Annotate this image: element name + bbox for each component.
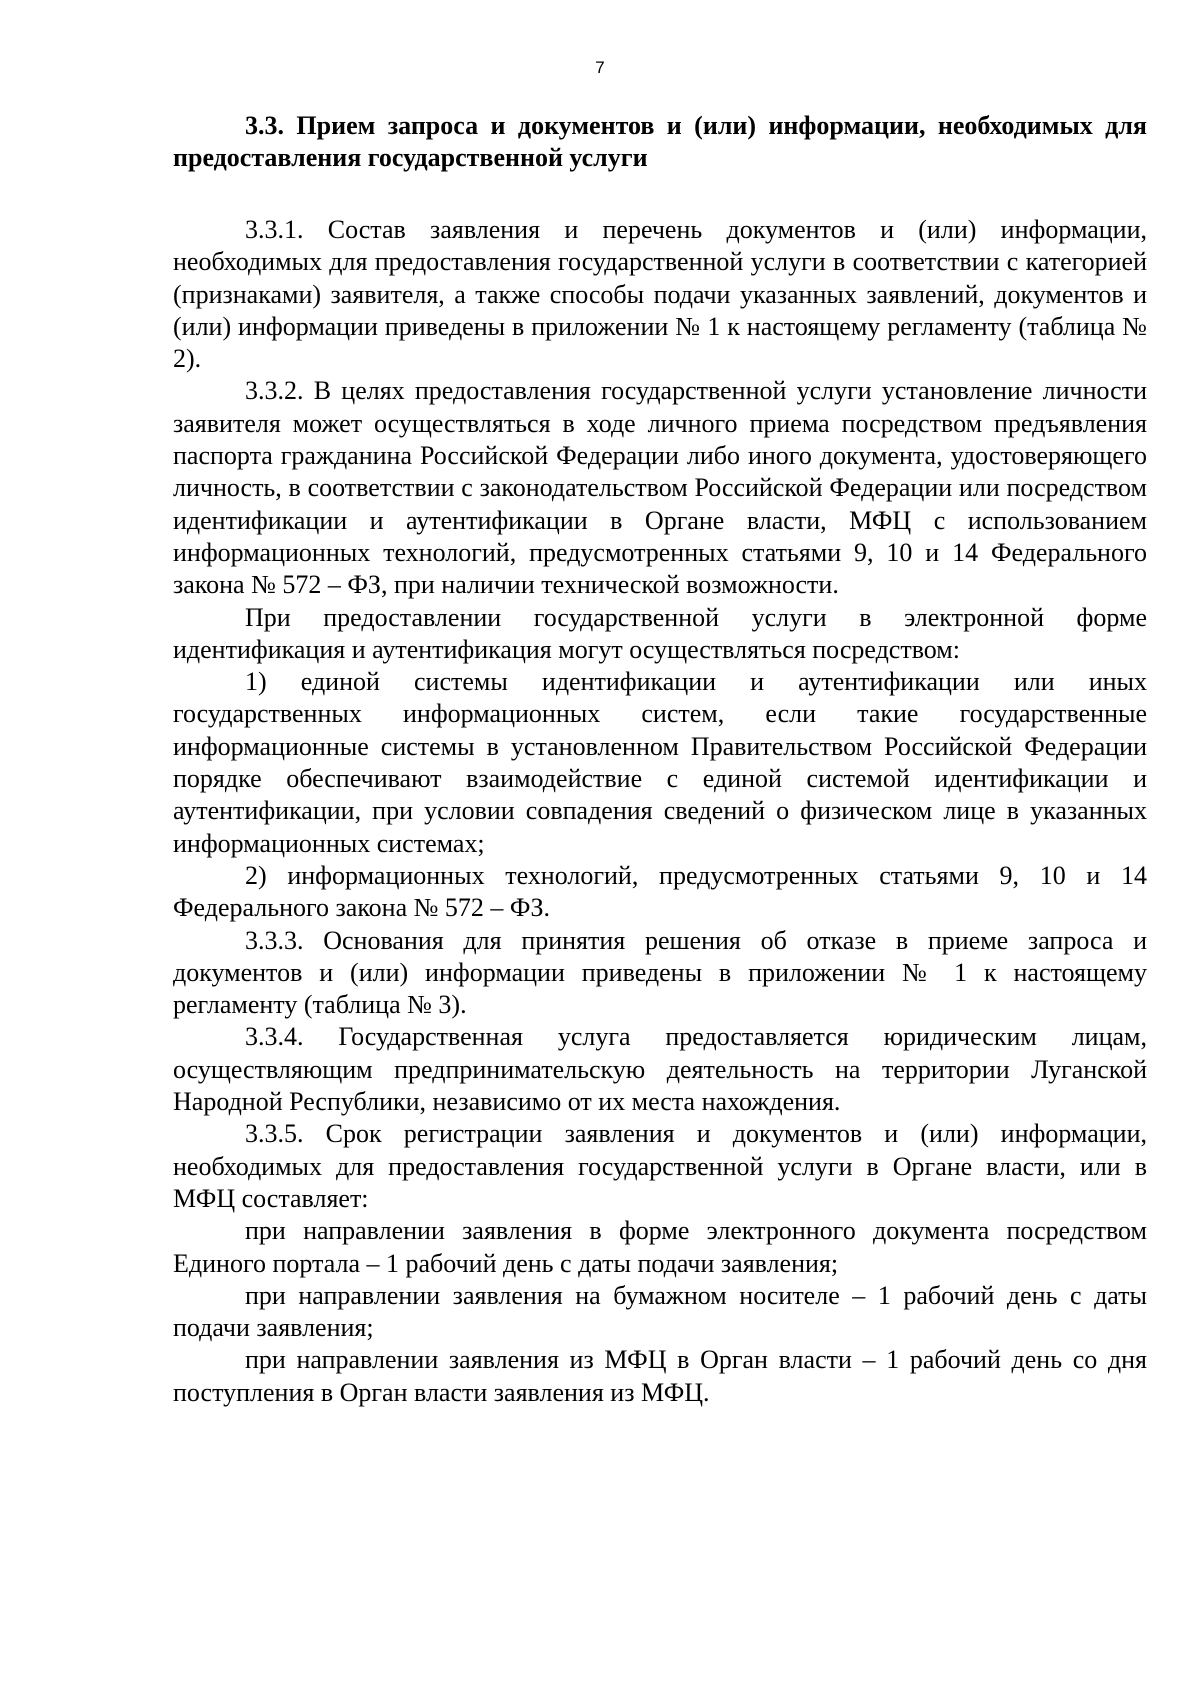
paragraph-3-3-5: 3.3.5. Срок регистрации заявления и документов и (или) информации, необходимых для предоставления государственной услуги в Органе власти, или в МФЦ составляет: <box>173 1119 1147 1213</box>
paragraph-3-3-1: 3.3.1. Состав заявления и перечень документов и (или) информации, необходимых для предоставления государственной услуги в соответствии с категорией (признаками) заявителя, а также способы подачи указанных заявлений, документов и (или) информации приведены в приложении № 1 к настоящему регламенту (таблица № 2). <box>173 215 1147 374</box>
deadline-paper: при направлении заявления на бумажном носителе – 1 рабочий день с даты подачи заявления; <box>173 1280 1147 1343</box>
list-item-1: 1) единой системы идентификации и аутентификации или иных государственных информационных систем, если такие государственные информационные системы в установленном Правительством Российской Федерации порядке обеспечивают взаимодействие с единой системой идентификации и аутентификации, при условии совпадения сведений о физическом лице в указанных информационных системах; <box>173 667 1147 858</box>
paragraph-3-3-4: 3.3.4. Государственная услуга предоставляется юридическим лицам, осуществляющим предпринимательскую деятельность на территории Луганской Народной Республики, независимо от их места нахождения. <box>173 1022 1147 1117</box>
section-text <box>173 214 1147 1409</box>
paragraph-3-3-3: 3.3.3. Основания для принятия решения об отказе в приеме запроса и документов и (или) информации приведены в приложении № 1 к настоящему регламенту (таблица № 3). <box>173 925 1147 1020</box>
deadline-electronic: при направлении заявления в форме электронного документа посредством Единого портала – 1 рабочий день с даты подачи заявления; <box>173 1216 1147 1278</box>
paragraph-3-3-2: 3.3.2. В целях предоставления государственной услуги установление личности заявителя может осуществляться в ходе личного приема посредством предъявления паспорта гражданина Российской Федерации либо иного документа, удостоверяющего личность, в соответствии с законодательством Российской Федерации или посредством идентификации и аутентификации в Органе власти, МФЦ с использованием информационных технологий, предусмотренных статьями 9, 10 и 14 Федерального закона № 572 – ФЗ, при наличии технической возможности. <box>173 376 1147 600</box>
document-body <box>173 110 1147 1409</box>
section-heading: 3.3. Прием запроса и документов и (или) информации, необходимых для предоставления государственной услуги <box>173 111 1147 172</box>
paragraph-electronic-identification: При предоставлении государственной услуги в электронной форме идентификация и аутентификация могут осуществляться посредством: <box>173 602 1147 664</box>
deadline-mfc: при направлении заявления из МФЦ в Орган власти – 1 рабочий день со дня поступления в Орган власти заявления из МФЦ. <box>173 1345 1147 1407</box>
list-item-2: 2) информационных технологий, предусмотренных статьями 9, 10 и 14 Федерального закона № 572 – ФЗ. <box>173 860 1147 923</box>
page-number: 7 <box>595 58 605 77</box>
